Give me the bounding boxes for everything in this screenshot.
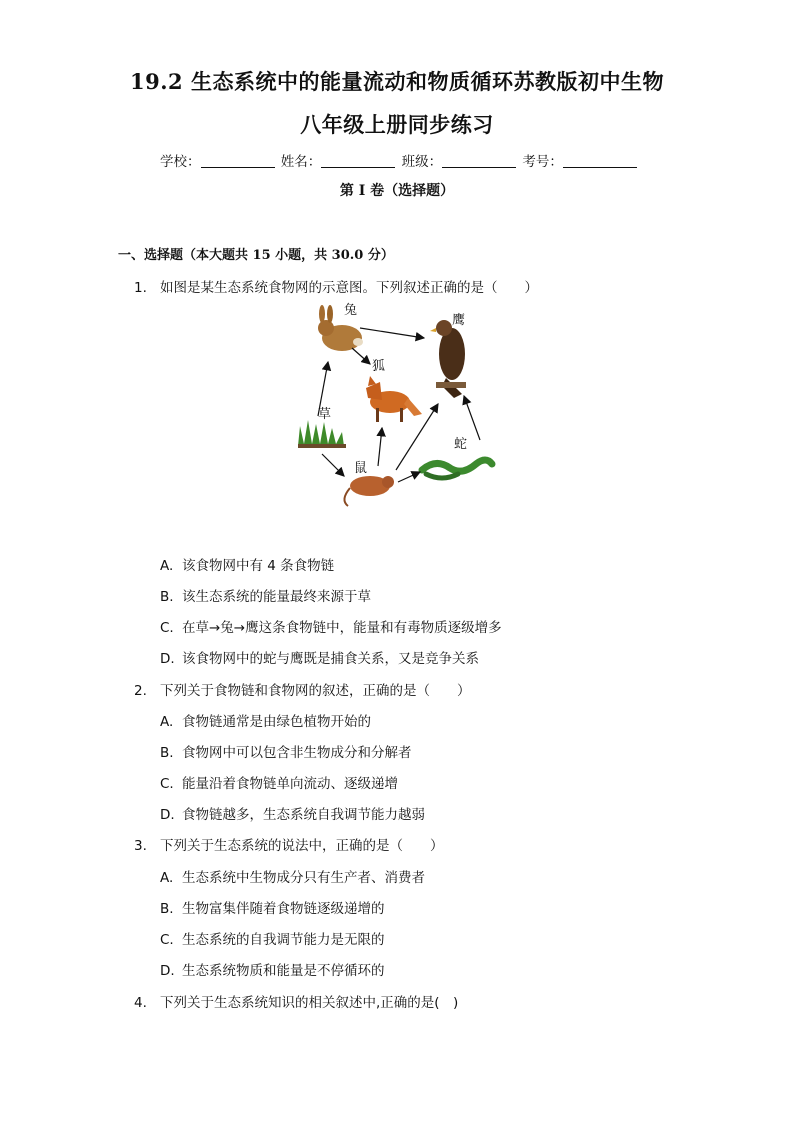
option-text: 该食物网中有 4 条食物链 xyxy=(182,558,335,574)
q3-option-b[interactable] xyxy=(160,897,385,917)
q2-option-c[interactable] xyxy=(160,772,398,792)
school-label: 学校： xyxy=(160,154,201,170)
question-number: 1. xyxy=(134,280,147,296)
fox-label: 狐 xyxy=(372,359,386,374)
option-letter: A. xyxy=(160,870,174,886)
arrow-grass-to-mouse xyxy=(322,454,344,476)
question-text: 如图是某生态系统食物网的示意图。下列叙述正确的是（ ） xyxy=(160,280,538,296)
option-letter: D. xyxy=(160,807,175,823)
option-text: 生态系统中生物成分只有生产者、消费者 xyxy=(182,870,425,886)
grass-illustration xyxy=(298,420,346,448)
student-info-fields xyxy=(160,150,639,170)
option-text: 食物链通常是由绿色植物开始的 xyxy=(182,714,371,730)
exam-number-blank[interactable] xyxy=(563,153,637,168)
q3-option-a[interactable] xyxy=(160,866,425,886)
q2-option-b[interactable] xyxy=(160,741,412,761)
name-blank[interactable] xyxy=(321,153,395,168)
fox-illustration xyxy=(366,376,422,422)
question-text: 下列关于食物链和食物网的叙述，正确的是（ ） xyxy=(160,683,471,699)
option-letter: D. xyxy=(160,651,175,667)
question-2 xyxy=(134,679,471,699)
exam-number-label: 考号： xyxy=(522,154,563,170)
grass-label: 草 xyxy=(318,407,332,422)
arrow-snake-to-eagle xyxy=(464,396,480,440)
option-letter: D. xyxy=(160,963,175,979)
question-number: 3. xyxy=(134,838,147,854)
option-text: 在草→兔→鹰这条食物链中，能量和有毒物质逐级增多 xyxy=(182,620,502,636)
option-letter: B. xyxy=(160,901,174,917)
q2-option-d[interactable] xyxy=(160,803,425,823)
snake-illustration xyxy=(422,460,492,478)
option-letter: A. xyxy=(160,714,174,730)
option-letter: C. xyxy=(160,776,174,792)
eagle-label: 鹰 xyxy=(452,313,466,328)
q2-option-a[interactable] xyxy=(160,710,371,730)
option-letter: B. xyxy=(160,745,174,761)
class-label: 班级： xyxy=(401,154,443,170)
rabbit-label: 兔 xyxy=(344,303,358,318)
food-web-figure xyxy=(286,298,500,512)
option-text: 食物网中可以包含非生物成分和分解者 xyxy=(182,745,412,761)
option-text: 食物链越多，生态系统自我调节能力越弱 xyxy=(182,807,425,823)
option-text: 生态系统物质和能量是不停循环的 xyxy=(182,963,385,979)
question-1 xyxy=(134,276,538,296)
option-text: 能量沿着食物链单向流动、逐级递增 xyxy=(182,776,398,792)
arrow-rabbit-to-fox xyxy=(352,348,370,364)
question-number: 4. xyxy=(134,995,147,1011)
option-letter: A. xyxy=(160,558,174,574)
volume-heading: 第 I 卷（选择题） xyxy=(339,183,455,199)
question-text: 下列关于生态系统的说法中，正确的是（ ） xyxy=(160,838,444,854)
option-letter: C. xyxy=(160,932,174,948)
class-blank[interactable] xyxy=(442,153,516,168)
q3-option-d[interactable] xyxy=(160,959,385,979)
q1-option-b[interactable] xyxy=(160,585,371,605)
option-letter: B. xyxy=(160,589,174,605)
arrow-mouse-to-snake xyxy=(398,472,420,482)
arrow-mouse-to-fox xyxy=(378,428,382,466)
question-number: 2. xyxy=(134,683,147,699)
option-text: 生态系统的自我调节能力是无限的 xyxy=(182,932,385,948)
mouse-label: 鼠 xyxy=(354,461,368,476)
document-title-line2: 八年级上册同步练习 xyxy=(300,112,494,137)
school-blank[interactable] xyxy=(201,153,275,168)
document-title-line1: 19.2 生态系统中的能量流动和物质循环苏教版初中生物 xyxy=(130,69,664,94)
q1-option-c[interactable] xyxy=(160,616,502,636)
q3-option-c[interactable] xyxy=(160,928,385,948)
mouse-illustration xyxy=(344,476,394,506)
q1-option-a[interactable] xyxy=(160,554,334,574)
question-text: 下列关于生态系统知识的相关叙述中,正确的是( ) xyxy=(160,995,459,1011)
question-4 xyxy=(134,991,458,1011)
option-letter: C. xyxy=(160,620,174,636)
option-text: 该食物网中的蛇与鹰既是捕食关系，又是竞争关系 xyxy=(182,651,479,667)
question-3 xyxy=(134,834,444,854)
q1-option-d[interactable] xyxy=(160,647,479,667)
section-heading: 一、选择题（本大题共 15 小题，共 30.0 分） xyxy=(118,248,394,263)
name-label: 姓名： xyxy=(280,154,322,170)
option-text: 生物富集伴随着食物链逐级递增的 xyxy=(182,901,385,917)
option-text: 该生态系统的能量最终来源于草 xyxy=(182,589,371,605)
arrow-rabbit-to-eagle xyxy=(360,328,424,338)
eagle-illustration xyxy=(430,320,466,398)
snake-label: 蛇 xyxy=(454,437,468,452)
